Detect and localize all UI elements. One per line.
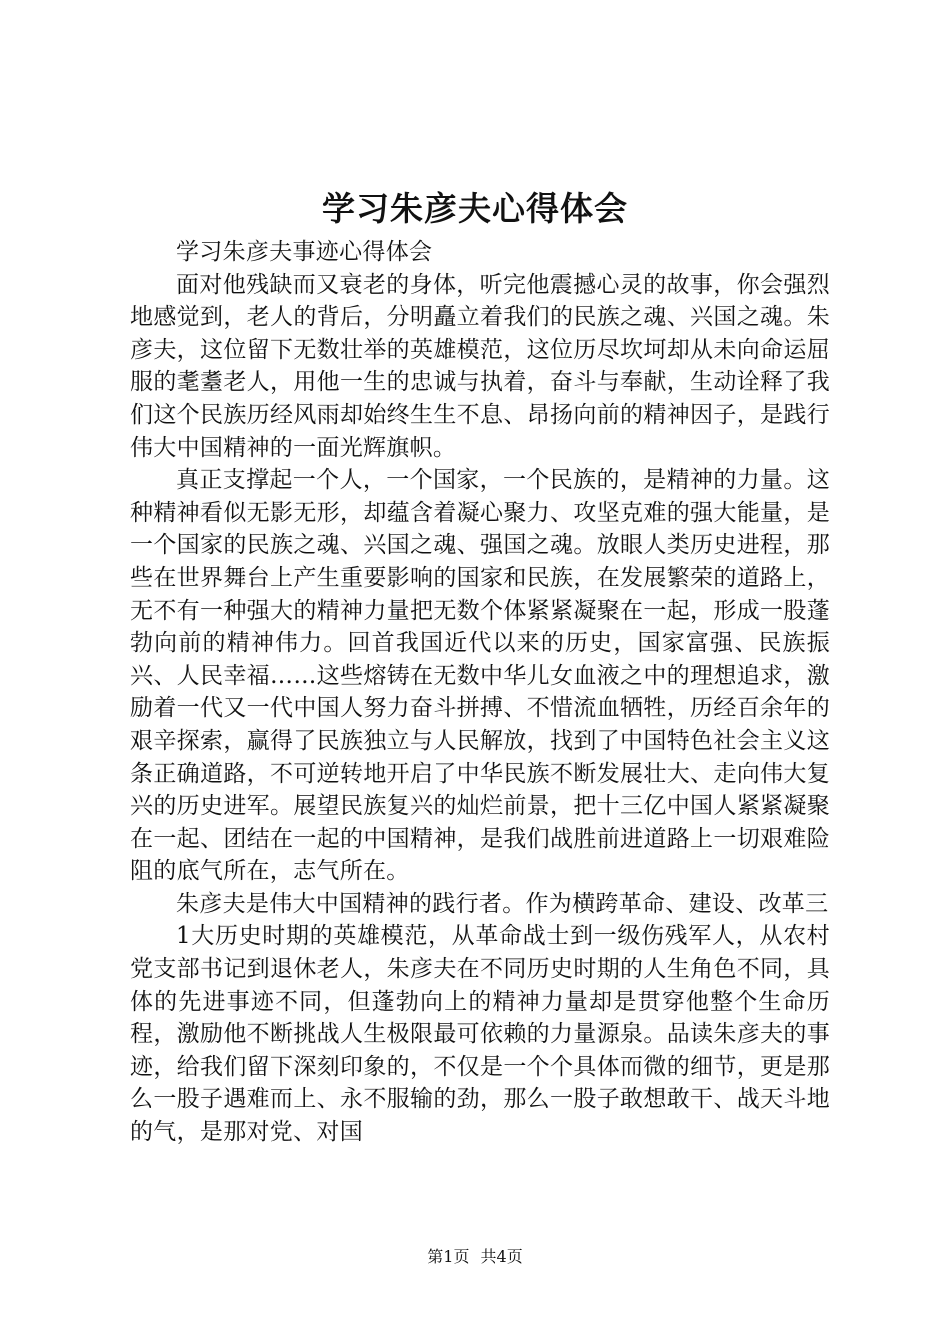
page-number: 第1页 xyxy=(427,1247,470,1266)
document-subtitle: 学习朱彦夫事迹心得体会 xyxy=(176,239,433,265)
body-paragraph-4: 1大历史时期的英雄模范，从革命战士到一级伤残军人，从农村党支部书记到退休老人，朱彦夫在不同历史时期的人生角色不同，具体的先进事迹不同，但蓬勃向上的精神力量却是贯穿他整个生命历程，激励他不断挑战人生极限最可依赖的力量源泉。品读朱彦夫的事迹，给我们留下深刻印象的，不仅是一个个具体而微的细节，更是那么一股子遇难而上、永不服输的劲，那么一股子敢想敢干、战天斗地的气，是那对党、对国 xyxy=(130,923,830,1146)
body-paragraph-1: 面对他残缺而又衰老的身体，听完他震撼心灵的故事，你会强烈地感觉到，老人的背后，分明矗立着我们的民族之魂、兴国之魂。朱彦夫，这位留下无数壮举的英雄模范，这位历尽坎坷却从未向命运屈服的耄耋老人，用他一生的忠诚与执着，奋斗与奉献，生动诠释了我们这个民族历经风雨却始终生生不息、昂扬向前的精神因子，是践行伟大中国精神的一面光辉旗帜。 xyxy=(130,271,830,461)
document-body xyxy=(130,236,830,1149)
document-title: 学习朱彦夫心得体会 xyxy=(322,189,628,228)
body-paragraph-2: 真正支撑起一个人，一个国家，一个民族的，是精神的力量。这种精神看似无影无形，却蕴含着凝心聚力、攻坚克难的强大能量，是一个国家的民族之魂、兴国之魂、强国之魂。放眼人类历史进程，那些在世界舞台上产生重要影响的国家和民族，在发展繁荣的道路上，无不有一种强大的精神力量把无数个体紧紧凝聚在一起，形成一股蓬勃向前的精神伟力。回首我国近代以来的历史，国家富强、民族振兴、人民幸福……这些熔铸在无数中华儿女血液之中的理想追求，激励着一代又一代中国人努力奋斗拼搏、不惜流血牺牲，历经百余年的艰辛探索，赢得了民族独立与人民解放，找到了中国特色社会主义这条正确道路，不可逆转地开启了中华民族不断发展壮大、走向伟大复兴的历史进军。展望民族复兴的灿烂前景，把十三亿中国人紧紧凝聚在一起、团结在一起的中国精神，是我们战胜前进道路上一切艰难险阻的底气所在，志气所在。 xyxy=(130,467,830,885)
page-footer xyxy=(0,1247,950,1267)
page-total: 共4页 xyxy=(480,1247,523,1266)
body-paragraph-3: 朱彦夫是伟大中国精神的践行者。作为横跨革命、建设、改革三 xyxy=(176,890,829,917)
